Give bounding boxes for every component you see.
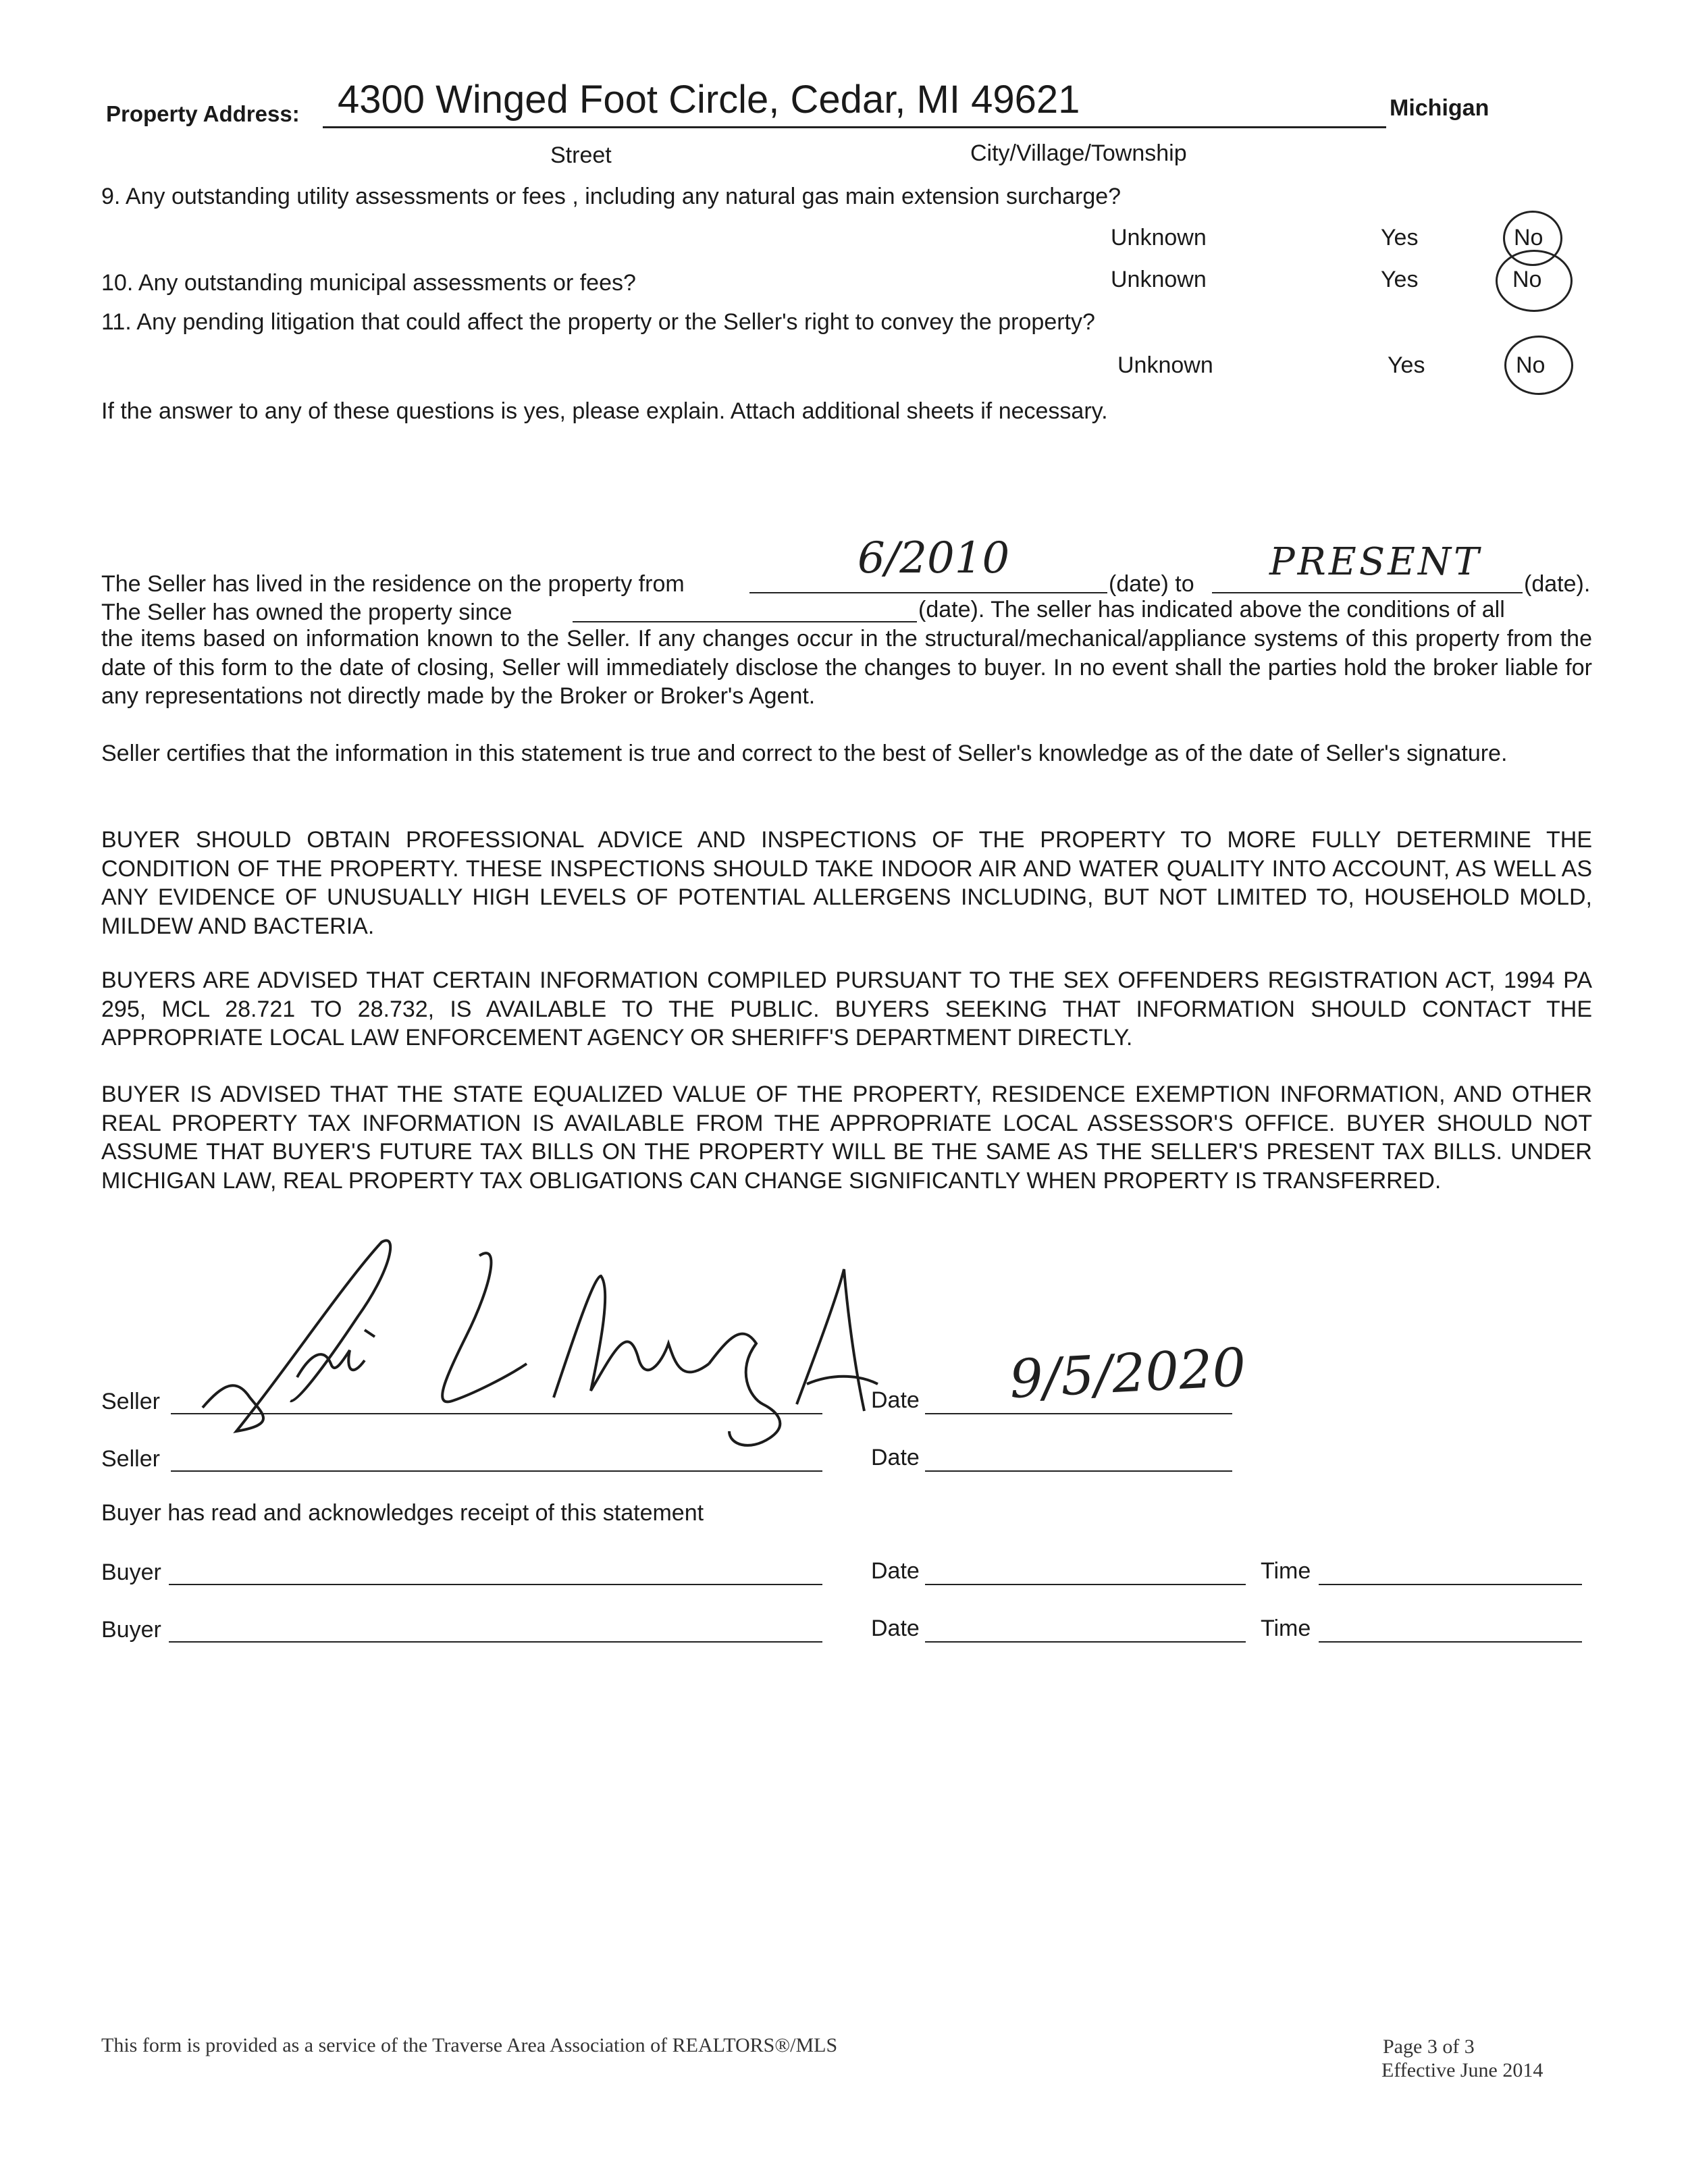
lived-from-line — [749, 592, 1107, 593]
footer-effective-date: Effective June 2014 — [1381, 2059, 1544, 2081]
offenders-paragraph: BUYERS ARE ADVISED THAT CERTAIN INFORMATION COMPILED PURSUANT TO THE SEX OFFENDERS REGISTRATION ACT, 1994 PA 295, MCL 28.721 TO 28.732, IS AVAILABLE TO THE PUBLIC. BUYERS SEEKING THAT INFORMATION SHOULD CONTACT THE APPROPRIATE LOCAL LAW ENFORCEMENT AGENCY OR SHERIFF'S DEPARTMENT DIRECTLY. — [101, 967, 1592, 1050]
question-11-text: 11. Any pending litigation that could affect the property or the Seller's right to convey the property? — [101, 309, 1095, 335]
seller-1-label: Seller — [101, 1389, 160, 1414]
seller-2-date-line[interactable] — [925, 1470, 1232, 1472]
question-10-no-circle — [1496, 250, 1573, 312]
buyer-1-line[interactable] — [169, 1584, 822, 1585]
seller-2-line[interactable] — [171, 1470, 822, 1472]
owned-since-prefix: The Seller has owned the property since — [101, 600, 512, 625]
seller-2-label: Seller — [101, 1446, 160, 1472]
question-9-text: 9. Any outstanding utility assessments or fees , including any natural gas main extension surcharge? — [101, 184, 1122, 209]
owned-since-suffix: (date). The seller has indicated above the conditions of all — [918, 597, 1505, 622]
buyer-1-time-label: Time — [1261, 1558, 1311, 1584]
date-end-label: (date). — [1524, 571, 1591, 597]
owned-since-line[interactable] — [573, 621, 917, 622]
seller-2-date-label: Date — [871, 1445, 920, 1470]
buyer-1-date-line[interactable] — [925, 1584, 1246, 1585]
seller-1-date-line[interactable] — [925, 1413, 1232, 1414]
footer-service-text: This form is provided as a service of the Traverse Area Association of REALTORS®/MLS — [101, 2034, 838, 2056]
buyer-2-time-label: Time — [1261, 1616, 1311, 1641]
certify-paragraph: Seller certifies that the information in this statement is true and correct to the best of Seller's knowledge as of the date of Seller's signature. — [101, 741, 1508, 766]
seller-1-date-label: Date — [871, 1387, 920, 1413]
property-address-value[interactable]: 4300 Winged Foot Circle, Cedar, MI 49621 — [338, 78, 1080, 122]
question-11-no-circle — [1504, 336, 1573, 395]
buyer-1-time-line[interactable] — [1319, 1584, 1582, 1585]
property-address-line — [323, 126, 1386, 128]
property-address-label: Property Address: — [106, 101, 300, 126]
question-10-unknown[interactable]: Unknown — [1111, 267, 1207, 292]
buyer-2-time-line[interactable] — [1319, 1641, 1582, 1643]
question-11-yes[interactable]: Yes — [1388, 352, 1425, 378]
tax-paragraph: BUYER IS ADVISED THAT THE STATE EQUALIZED VALUE OF THE PROPERTY, RESIDENCE EXEMPTION INFORMATION, AND OTHER REAL PROPERTY TAX INFORMATION IS AVAILABLE FROM THE APPROPRIATE LOCAL ASSESSOR'S OFFICE. BUYER SHOULD NOT ASSUME THAT BUYER'S FUTURE TAX BILLS ON THE PROPERTY WILL BE THE SAME AS THE SELLER'S PRESENT TAX BILLS. UNDER MICHIGAN LAW, REAL PROPERTY TAX OBLIGATIONS CAN CHANGE SIGNIFICANTLY WHEN PROPERTY IS TRANSFERRED. — [101, 1082, 1592, 1194]
question-9-unknown[interactable]: Unknown — [1111, 225, 1207, 250]
acknowledge-text: Buyer has read and acknowledges receipt of this statement — [101, 1500, 704, 1526]
street-label: Street — [550, 142, 612, 168]
state-label: Michigan — [1390, 95, 1489, 121]
lived-to-line — [1212, 592, 1523, 593]
date-to-label: (date) to — [1109, 571, 1194, 597]
seller-signature — [196, 1229, 885, 1458]
seller-1-date-value[interactable]: 9/5/2020 — [1007, 1337, 1248, 1411]
buyer-1-date-label: Date — [871, 1558, 920, 1584]
buyer-2-line[interactable] — [169, 1641, 822, 1643]
inspections-paragraph: BUYER SHOULD OBTAIN PROFESSIONAL ADVICE AND INSPECTIONS OF THE PROPERTY TO MORE FULLY DETERMINE THE CONDITION OF THE PROPERTY. THESE INSPECTIONS SHOULD TAKE INDOOR AIR AND WATER QUALITY INTO ACCOUNT, AS WELL AS ANY EVIDENCE OF UNUSUALLY HIGH LEVELS OF POTENTIAL ALLERGENS INCLUDING, BUT NOT LIMITED TO, HOUSEHOLD MOLD, MILDEW AND BACTERIA. — [101, 827, 1592, 939]
city-label: City/Village/Township — [970, 140, 1187, 166]
buyer-2-date-label: Date — [871, 1616, 920, 1641]
question-9-no[interactable]: No — [1514, 225, 1544, 250]
buyer-1-label: Buyer — [101, 1560, 161, 1585]
lived-from-prefix: The Seller has lived in the residence on the property from — [101, 571, 685, 597]
explain-instruction: If the answer to any of these questions is yes, please explain. Attach additional sheets if necessary. — [101, 398, 1108, 424]
footer-page-number: Page 3 of 3 — [1383, 2035, 1475, 2058]
question-11-no[interactable]: No — [1516, 352, 1546, 378]
question-10-yes[interactable]: Yes — [1381, 267, 1419, 292]
lived-to-value[interactable]: PRESENT — [1269, 540, 1482, 584]
residence-paragraph: the items based on information known to the Seller. If any changes occur in the structural/mechanical/appliance systems of this property from the date of this form to the date of closing, Seller will immediately disclose the changes to buyer. In no event shall the parties hold the broker liable for any representations not directly made by the Broker or Broker's Agent. — [101, 626, 1592, 709]
lived-from-value[interactable]: 6/2010 — [858, 533, 1010, 583]
question-10-no[interactable]: No — [1512, 267, 1542, 292]
buyer-2-date-line[interactable] — [925, 1641, 1246, 1643]
question-10-text: 10. Any outstanding municipal assessments or fees? — [101, 270, 636, 296]
question-9-yes[interactable]: Yes — [1381, 225, 1419, 250]
question-11-unknown[interactable]: Unknown — [1117, 352, 1213, 378]
buyer-2-label: Buyer — [101, 1617, 161, 1643]
